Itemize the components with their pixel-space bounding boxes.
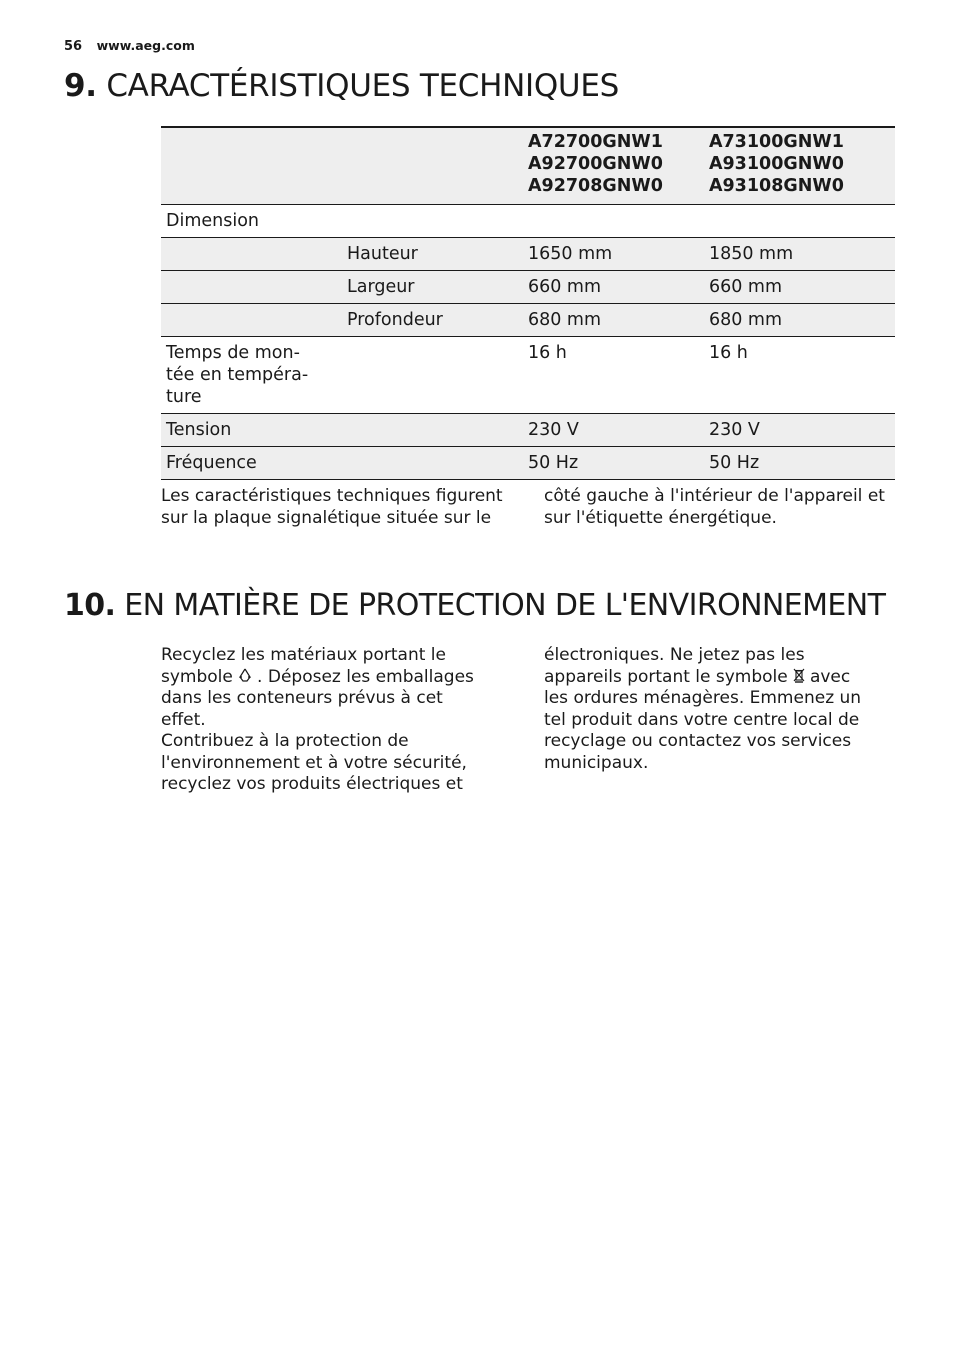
table-row-temps: Temps de mon- tée en tempéra- ture 16 h 16 h xyxy=(161,337,895,414)
page-number: 56 xyxy=(64,39,83,54)
table-row: Hauteur 1650 mm 1850 mm xyxy=(161,238,895,271)
crossed-bin-icon xyxy=(793,668,810,686)
section-9-title: CARACTÉRISTIQUES TECHNIQUES xyxy=(106,68,619,104)
header-url: www.aeg.com xyxy=(96,38,195,53)
table-row: Profondeur 680 mm 680 mm xyxy=(161,304,895,337)
section-9-number: 9. xyxy=(64,68,97,104)
section-10-number: 10. xyxy=(64,588,116,623)
table-header-row xyxy=(161,127,895,205)
models-column-1: A72700GNW1 A92700GNW0 A92708GNW0 xyxy=(523,127,704,205)
technical-specs-table xyxy=(161,126,895,480)
page-header xyxy=(64,38,195,54)
table-row-tension: Tension 230 V 230 V xyxy=(161,414,895,447)
section-10-heading xyxy=(64,588,885,623)
section-10-title: EN MATIÈRE DE PROTECTION DE L'ENVIRONNEMENT xyxy=(124,588,886,623)
table-row-frequence: Fréquence 50 Hz 50 Hz xyxy=(161,447,895,480)
table-row-dimension: Dimension xyxy=(161,205,895,238)
table-row: Largeur 660 mm 660 mm xyxy=(161,271,895,304)
models-column-2: A73100GNW1 A93100GNW0 A93108GNW0 xyxy=(704,127,895,205)
recycle-icon xyxy=(238,668,257,686)
section-9-heading xyxy=(64,68,619,104)
